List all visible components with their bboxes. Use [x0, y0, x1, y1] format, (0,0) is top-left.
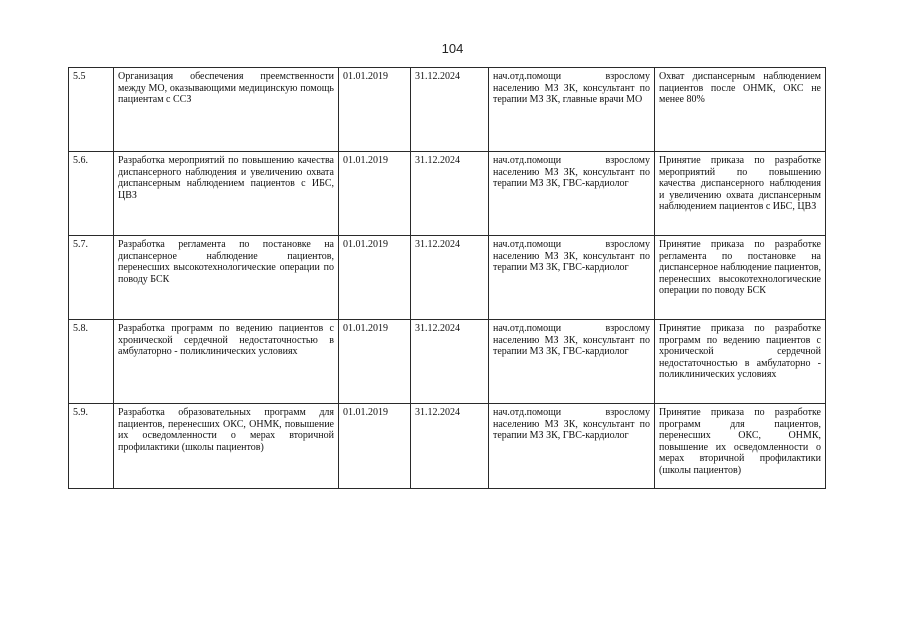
activity-cell: Разработка программ по ведению пациентов с хронической сердечной недостаточностью в амбулаторно - поликлинических условиях [114, 320, 339, 404]
responsible-cell: нач.отд.помощи взрослому населению МЗ ЗК, консультант по терапии МЗ ЗК, главные врачи МО [489, 68, 655, 152]
table-row [69, 236, 826, 320]
plan-table [68, 67, 826, 489]
end-date-cell: 31.12.2024 [411, 152, 489, 236]
result-cell: Принятие приказа по разработке мероприятий по повышению качества диспансерного наблюдения и увеличению охвата диспансерным наблюдением пациентов с ИБС, ЦВЗ [655, 152, 826, 236]
start-date-cell: 01.01.2019 [339, 320, 411, 404]
responsible-cell: нач.отд.помощи взрослому населению МЗ ЗК, консультант по терапии МЗ ЗК, ГВС-кардиолог [489, 152, 655, 236]
end-date-cell: 31.12.2024 [411, 320, 489, 404]
row-number: 5.6. [69, 152, 114, 236]
end-date-cell: 31.12.2024 [411, 404, 489, 489]
result-cell: Охват диспансерным наблюдением пациентов после ОНМК, ОКС не менее 80% [655, 68, 826, 152]
result-cell: Принятие приказа по разработке программ для пациентов, перенесших ОКС, ОНМК, повышение их осведомленности о мерах вторичной профилактики (школы пациентов) [655, 404, 826, 489]
row-number: 5.8. [69, 320, 114, 404]
activity-cell: Разработка образовательных программ для пациентов, перенесших ОКС, ОНМК, повышение их осведомленности о мерах вторичной профилактики (школы пациентов) [114, 404, 339, 489]
table-row [69, 68, 826, 152]
result-cell: Принятие приказа по разработке регламента по постановке на диспансерное наблюдение пациентов, перенесших высокотехнологические операции по поводу БСК [655, 236, 826, 320]
start-date-cell: 01.01.2019 [339, 404, 411, 489]
start-date-cell: 01.01.2019 [339, 236, 411, 320]
row-number: 5.7. [69, 236, 114, 320]
end-date-cell: 31.12.2024 [411, 68, 489, 152]
start-date-cell: 01.01.2019 [339, 68, 411, 152]
activity-cell: Организация обеспечения преемственности между МО, оказывающими медицинскую помощь пациентам с ССЗ [114, 68, 339, 152]
activity-cell: Разработка мероприятий по повышению качества диспансерного наблюдения и увеличению охвата диспансерным наблюдением пациентов с ИБС, ЦВЗ [114, 152, 339, 236]
table-row [69, 404, 826, 489]
table-row [69, 320, 826, 404]
responsible-cell: нач.отд.помощи взрослому населению МЗ ЗК, консультант по терапии МЗ ЗК, ГВС-кардиолог [489, 404, 655, 489]
page-number: 104 [441, 41, 464, 56]
responsible-cell: нач.отд.помощи взрослому населению МЗ ЗК, консультант по терапии МЗ ЗК, ГВС-кардиолог [489, 320, 655, 404]
activity-cell: Разработка регламента по постановке на диспансерное наблюдение пациентов, перенесших высокотехнологические операции по поводу БСК [114, 236, 339, 320]
responsible-cell: нач.отд.помощи взрослому населению МЗ ЗК, консультант по терапии МЗ ЗК, ГВС-кардиолог [489, 236, 655, 320]
row-number: 5.5 [69, 68, 114, 152]
table-row [69, 152, 826, 236]
end-date-cell: 31.12.2024 [411, 236, 489, 320]
row-number: 5.9. [69, 404, 114, 489]
start-date-cell: 01.01.2019 [339, 152, 411, 236]
result-cell: Принятие приказа по разработке программ по ведению пациентов с хронической сердечной недостаточностью в амбулаторно - поликлинических условиях [655, 320, 826, 404]
